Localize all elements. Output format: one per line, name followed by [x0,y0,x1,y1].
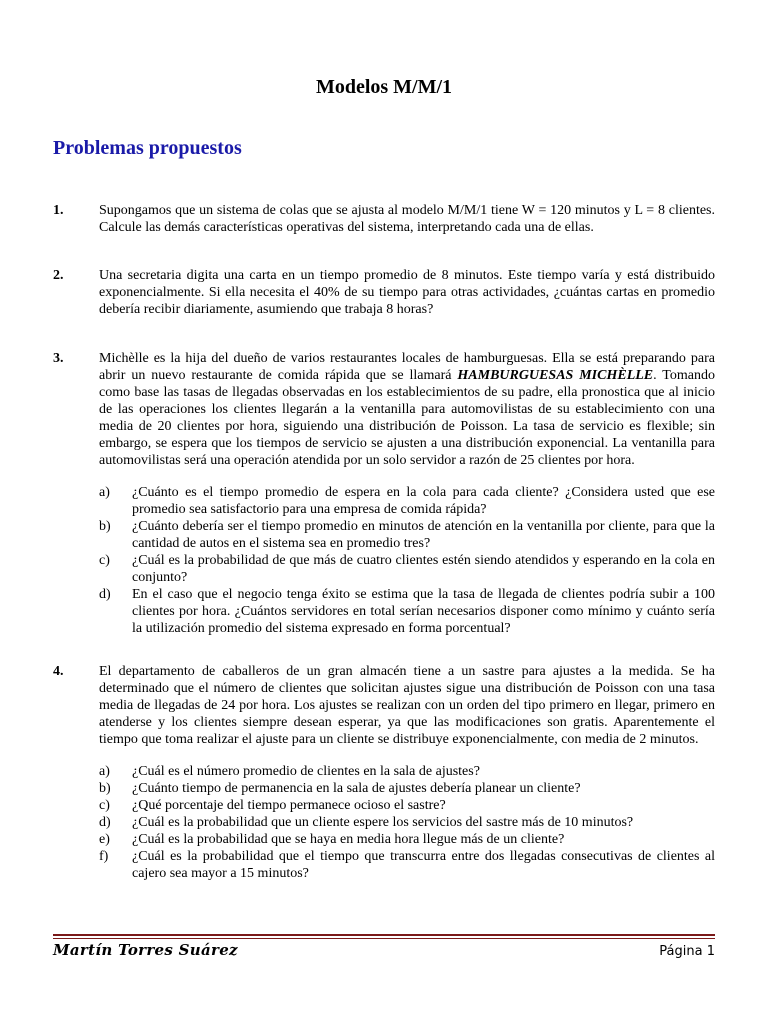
problem-number: 1. [53,203,64,218]
subitem-list [99,763,715,882]
page-number: Página 1 [659,944,715,959]
subitem-letter: a) [99,764,110,779]
subitem [99,848,715,882]
restaurant-name: HAMBURGUESAS MICHÈLLE [457,368,654,383]
subitem-letter: c) [99,553,110,568]
subitem-text: ¿Cuál es la probabilidad que se haya en media hora llegue más de un cliente? [132,832,565,847]
footer-divider [53,938,715,939]
problem-text: El departamento de caballeros de un gran almacén tiene a un sastre para ajustes a la medida. Se ha determinado que el número de clientes que solicitan ajustes sigue una distribución de Poisson con una tasa media de llegadas de 24 por hora. Los ajustes se realizan con un orden del tipo primero en llegar, primero en atenderse y los clientes siempre desean esperar, ya que las modificaciones son gratis. Aparentemente el tiempo que toma realizar el ajuste para un cliente se distribuye exponencialmente, con media de 2 minutos. [99,664,715,747]
subitem-letter: d) [99,587,111,602]
subitem-letter: b) [99,781,111,796]
page-title: Modelos M/M/1 [315,76,453,98]
subitem-letter: a) [99,485,110,500]
problem-text-part: . Tomando como base las tasas de llegadas observadas en los establecimientos de su padre, ella pronostica que al inicio de las operaciones los clientes llegarán a la ventanilla para automovilistas de su establecimiento con una media de 20 clientes por hora, siguiendo una distribución de Poisson. La tasa de servicio es flexible; sin embargo, se espera que los tiempos de servicio se ajusten a una distribución exponencial. La ventanilla para automovilistas será una operación atendida por un solo servidor a razón de 25 clientes por hora. [99,368,715,468]
problem-number: 2. [53,268,64,283]
subitem-text: ¿Cuál es el número promedio de clientes en la sala de ajustes? [132,764,480,779]
subitem-letter: d) [99,815,111,830]
subitem-text: ¿Cuánto es el tiempo promedio de espera en la cola para cada cliente? ¿Considera usted que ese promedio sea satisfactorio para una empresa de comida rápida? [132,485,715,517]
subitem [99,814,715,831]
subitem [99,831,715,848]
subitem-text: ¿Cuál es la probabilidad que un cliente espere los servicios del sastre más de 10 minutos? [132,815,634,830]
footer-author: Martín Torres Suárez [53,941,238,959]
problem-3 [53,350,715,637]
subitem-letter: f) [99,849,109,864]
subitem [99,586,715,637]
problem-4 [53,663,715,882]
subitem-text: En el caso que el negocio tenga éxito se estima que la tasa de llegada de clientes podría subir a 100 clientes por hora. ¿Cuántos servidores en total serían necesarios disponer como mínimo y cuánto sería la utilización promedio del sistema expresado en forma porcentual? [132,587,715,636]
subitem-text: ¿Cuál es la probabilidad que el tiempo que transcurra entre dos llegadas consecutivas de clientes al cajero sea mayor a 15 minutos? [132,849,715,881]
problem-text [99,350,715,469]
subitem [99,518,715,552]
subitem-letter: c) [99,798,110,813]
problem-number: 3. [53,351,64,366]
subitem [99,780,715,797]
subitem-text: ¿Qué porcentaje del tiempo permanece ocioso el sastre? [132,798,446,813]
problem-number: 4. [53,664,64,679]
subitem [99,763,715,780]
problem-1 [53,202,715,236]
subitem-letter: b) [99,519,111,534]
section-title: Problemas propuestos [53,137,242,159]
problem-text-part: Michèlle es la hija del dueño de varios restaurantes locales de hamburguesas. Ella se está preparando para abrir un nuevo restaurante de comida rápida que se llamará [99,351,715,383]
subitem-text: ¿Cuál es la probabilidad de que más de cuatro clientes estén siendo atendidos y esperando en la cola en conjunto? [132,553,715,585]
subitem [99,484,715,518]
problem-2 [53,267,715,318]
subitem [99,552,715,586]
problem-text: Una secretaria digita una carta en un tiempo promedio de 8 minutos. Este tiempo varía y está distribuido exponencialmente. Si ella necesita el 40% de su tiempo para otras actividades, ¿cuántas cartas en promedio debería recibir diariamente, asumiendo que trabaja 8 horas? [99,268,715,317]
problem-text: Supongamos que un sistema de colas que se ajusta al modelo M/M/1 tiene W = 120 minutos y L = 8 clientes. Calcule las demás características operativas del sistema, interpretando cada una de ellas. [99,203,715,235]
subitem-list [99,484,715,637]
subitem-text: ¿Cuánto debería ser el tiempo promedio en minutos de atención en la ventanilla por cliente, para que la cantidad de autos en el sistema sea en promedio tres? [132,519,715,551]
footer-divider [53,934,715,936]
subitem-letter: e) [99,832,110,847]
subitem [99,797,715,814]
subitem-text: ¿Cuánto tiempo de permanencia en la sala de ajustes debería planear un cliente? [132,781,581,796]
